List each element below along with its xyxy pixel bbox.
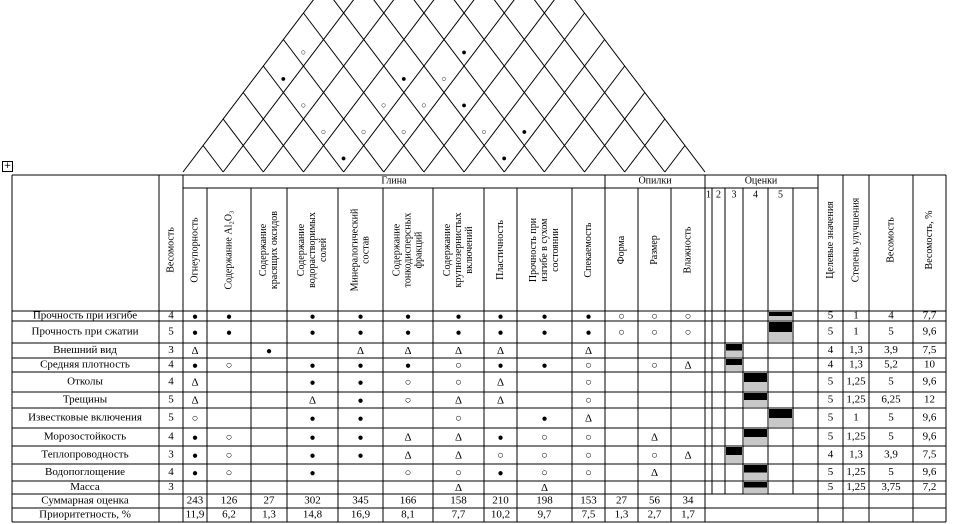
- correlation-mark: ●: [501, 152, 507, 163]
- relation-mark: Δ: [684, 359, 692, 372]
- relation-mark: ○: [497, 449, 504, 462]
- rating-bar-grey: [744, 473, 767, 481]
- column-header-text: тонкодисперсных: [402, 212, 414, 288]
- column-header-text: включений: [463, 226, 475, 274]
- correlation-mark: ○: [441, 73, 447, 84]
- rating-bar-4: [744, 482, 767, 488]
- row-name: Прочность при изгибе: [32, 309, 138, 322]
- relation-mark: Δ: [584, 412, 593, 425]
- right-value: 5: [827, 430, 834, 443]
- row-weight: 3: [168, 448, 174, 461]
- rating-bar-grey: [744, 382, 767, 391]
- row-name: Известковые включения: [28, 411, 142, 424]
- column-header-text: Форма: [615, 235, 627, 265]
- column-header-text: красящих оксидов: [268, 210, 280, 290]
- rating-bar-grey: [726, 455, 742, 463]
- priority-value: 8,1: [401, 508, 415, 521]
- right-value: 12: [924, 393, 935, 406]
- relation-mark: ○: [651, 310, 658, 323]
- relation-mark: ●: [541, 311, 548, 323]
- right-value: 3,75: [881, 481, 901, 494]
- column-header-7: [442, 212, 475, 287]
- relation-mark: ○: [618, 310, 625, 323]
- relation-mark: ○: [585, 359, 592, 372]
- relation-mark: ○: [585, 449, 592, 462]
- correlation-mark: ○: [421, 99, 427, 110]
- right-header-3: Весомость: [885, 217, 897, 263]
- row-weight: 4: [168, 309, 174, 322]
- right-value: 5,2: [884, 358, 898, 371]
- row-name: Теплопроводность: [41, 448, 129, 461]
- relation-mark: ●: [357, 327, 364, 339]
- right-value: 10: [924, 358, 935, 371]
- right-value: 1,3: [849, 344, 863, 357]
- correlation-mark: ●: [521, 126, 528, 137]
- right-value: 4: [888, 309, 894, 322]
- column-header-text: Прочность при: [527, 217, 539, 283]
- relation-mark: ●: [585, 327, 592, 339]
- rating-bar-grey: [744, 488, 767, 494]
- relation-mark: ○: [541, 467, 548, 480]
- right-value: 9,6: [922, 411, 937, 424]
- column-header-text: состав: [360, 236, 372, 264]
- right-value: 1,3: [849, 448, 863, 461]
- total-value: 56: [649, 494, 660, 507]
- rating-bar-3: [726, 359, 742, 365]
- column-header-text: крупнозернистых: [452, 212, 464, 288]
- relation-mark: Δ: [191, 376, 199, 389]
- row-name: Отколы: [67, 375, 103, 388]
- relation-mark: ○: [684, 310, 692, 323]
- row-weight: 5: [168, 325, 174, 338]
- rating-label-2: 2: [716, 189, 721, 201]
- right-value: 1,25: [846, 430, 866, 443]
- relation-mark: ○: [191, 412, 199, 425]
- priority-value: 1,3: [262, 508, 276, 521]
- relation-mark: Δ: [540, 482, 549, 495]
- rating-bar-5: [769, 312, 792, 316]
- relation-mark: Δ: [191, 345, 199, 358]
- right-value: 7,5: [922, 344, 937, 357]
- rating-bar-grey: [769, 316, 792, 320]
- column-header-text: Содержание Al₂O₃: [223, 210, 235, 290]
- relation-mark: ●: [357, 413, 364, 425]
- right-value: 1: [853, 325, 859, 338]
- row-weight: 4: [168, 358, 174, 371]
- relation-mark: ●: [191, 467, 199, 479]
- rating-bar-grey: [726, 351, 742, 358]
- column-header-10: [583, 222, 594, 277]
- column-header-text: Содержание: [257, 223, 269, 277]
- relation-mark: ○: [225, 431, 233, 444]
- rating-label-3: 3: [731, 189, 737, 201]
- priority-value: 6,2: [222, 508, 236, 521]
- relation-mark: ●: [225, 327, 233, 339]
- rating-bar-4: [744, 373, 767, 382]
- right-value: 3,9: [884, 344, 898, 357]
- rating-bar-3: [726, 344, 742, 351]
- relation-mark: Δ: [191, 394, 199, 407]
- column-header-6: [391, 213, 424, 288]
- column-header-9: [528, 217, 561, 282]
- column-header-text: Содержание: [295, 223, 307, 277]
- correlation-mark: ○: [481, 126, 487, 137]
- total-value: 302: [304, 494, 321, 507]
- right-value: 4: [827, 448, 834, 461]
- relation-mark: Δ: [308, 394, 317, 407]
- priority-value: 14,8: [302, 508, 323, 521]
- right-value: 5: [827, 393, 834, 406]
- column-header-11: [616, 235, 627, 264]
- right-value: 5: [827, 481, 834, 494]
- column-header-4: [296, 212, 329, 288]
- column-header-text: Содержание: [441, 223, 453, 277]
- relation-mark: ○: [585, 467, 592, 480]
- relation-mark: ●: [309, 327, 316, 339]
- right-value: 5: [827, 466, 834, 479]
- relation-mark: Δ: [496, 376, 505, 389]
- relation-mark: ●: [309, 450, 316, 462]
- rating-bar-3: [726, 447, 742, 455]
- relation-mark: ○: [225, 449, 233, 462]
- relation-mark: ○: [225, 359, 233, 372]
- relation-mark: ○: [585, 376, 592, 389]
- priority-row-label: Приоритетность, %: [39, 508, 131, 521]
- table-move-handle[interactable]: +: [3, 161, 12, 171]
- right-value: 5: [827, 411, 834, 424]
- rating-bar-4: [744, 429, 767, 437]
- relation-mark: ●: [404, 327, 412, 339]
- relation-mark: ●: [585, 311, 592, 323]
- row-weight: 3: [168, 481, 174, 494]
- rating-bar-grey: [744, 437, 767, 445]
- column-header-text: водорастворимых: [306, 212, 318, 288]
- relation-mark: Δ: [684, 449, 692, 462]
- correlation-mark: ●: [461, 46, 467, 57]
- right-value: 7,7: [922, 309, 937, 322]
- total-value: 198: [536, 494, 553, 507]
- relation-mark: Δ: [454, 345, 463, 358]
- relation-mark: ●: [455, 327, 462, 339]
- row-name: Средняя плотность: [40, 358, 130, 371]
- relation-mark: Δ: [496, 394, 505, 407]
- relation-mark: ●: [309, 377, 316, 389]
- relation-mark: ○: [585, 431, 592, 444]
- relation-mark: ●: [191, 450, 199, 462]
- relation-mark: ●: [191, 327, 199, 339]
- column-header-text: изгибе в сухом: [538, 218, 550, 282]
- right-value: 5: [888, 325, 894, 338]
- relation-mark: Δ: [650, 431, 659, 444]
- column-header-text: Влажность: [682, 226, 694, 274]
- relation-mark: Δ: [404, 431, 412, 444]
- total-value: 345: [352, 494, 369, 507]
- priority-value: 7,5: [581, 508, 596, 521]
- right-value: 6,25: [881, 393, 901, 406]
- relation-mark: ●: [541, 360, 548, 372]
- relation-mark: Δ: [650, 467, 659, 480]
- relation-mark: ○: [404, 376, 412, 389]
- relation-mark: ●: [309, 311, 316, 323]
- right-value: 1: [853, 411, 859, 424]
- correlation-mark: ●: [461, 99, 467, 110]
- correlation-mark: ○: [300, 99, 307, 110]
- rating-bar-grey: [726, 365, 742, 371]
- total-value: 126: [220, 494, 238, 507]
- right-value: 5: [888, 411, 894, 424]
- relation-mark: ○: [404, 467, 412, 480]
- row-weight: 5: [168, 411, 174, 424]
- rating-bar-4: [744, 393, 767, 400]
- relation-mark: ●: [309, 432, 316, 444]
- column-header-text: солей: [317, 237, 329, 263]
- right-value: 9,6: [922, 325, 937, 338]
- relation-mark: Δ: [496, 345, 505, 358]
- relation-mark: ●: [541, 327, 548, 339]
- relation-mark: Δ: [404, 345, 412, 358]
- correlation-mark: ○: [401, 126, 407, 137]
- relation-mark: Δ: [454, 449, 463, 462]
- relation-mark: ●: [357, 432, 364, 444]
- row-weight: 5: [168, 393, 174, 406]
- right-value: 1,25: [846, 481, 866, 494]
- column-header-5: [349, 208, 371, 291]
- rating-bar-grey: [769, 332, 792, 342]
- relation-mark: ●: [497, 311, 504, 323]
- relation-mark: ○: [455, 412, 462, 425]
- row-name: Прочность при сжатии: [31, 325, 139, 338]
- rating-label-5: 5: [778, 189, 783, 201]
- priority-value: 9,7: [537, 508, 552, 521]
- right-value: 1: [853, 309, 859, 322]
- priority-value: 7,7: [451, 508, 466, 521]
- relation-mark: ●: [309, 360, 316, 372]
- right-value: 1,3: [849, 358, 863, 371]
- total-value: 27: [616, 494, 627, 507]
- rating-bar-5: [769, 322, 792, 332]
- total-value: 27: [263, 494, 275, 507]
- row-weight: 4: [168, 375, 174, 388]
- total-row-label: Суммарная оценка: [41, 494, 129, 507]
- relation-mark: ●: [497, 360, 504, 372]
- column-header-text: Огнеупорность: [189, 217, 201, 283]
- relation-mark: ○: [585, 394, 592, 407]
- relation-mark: ●: [497, 467, 504, 479]
- relation-mark: ●: [357, 377, 364, 389]
- right-value: 5: [888, 466, 894, 479]
- right-header-1: Целевые значения: [824, 201, 836, 279]
- row-weight: 3: [168, 344, 174, 357]
- priority-value: 2,7: [647, 508, 662, 521]
- column-header-text: Минералогический: [349, 208, 361, 292]
- right-value: 7,5: [922, 448, 937, 461]
- right-value: 7,2: [922, 481, 937, 494]
- relation-mark: Δ: [356, 345, 365, 358]
- relation-mark: ○: [651, 326, 658, 339]
- correlation-mark: ○: [381, 99, 387, 110]
- relation-mark: ●: [541, 413, 548, 425]
- total-value: 158: [450, 494, 467, 507]
- rating-bar-4: [744, 465, 767, 473]
- relation-mark: ○: [404, 394, 412, 407]
- right-header-2: Степень улучшения: [850, 197, 862, 283]
- relation-mark: ●: [497, 327, 504, 339]
- relation-mark: ●: [497, 432, 504, 444]
- relation-mark: ○: [684, 326, 692, 339]
- relation-mark: ○: [541, 431, 548, 444]
- right-value: 5: [888, 375, 894, 388]
- row-name: Морозостойкость: [43, 430, 127, 443]
- total-value: 243: [186, 494, 204, 507]
- relation-mark: ●: [357, 450, 364, 462]
- right-value: 4: [827, 358, 834, 371]
- relation-mark: ○: [541, 449, 548, 462]
- row-name: Масса: [70, 481, 100, 494]
- total-value: 166: [399, 494, 417, 507]
- group-ratings-label: Оценки: [744, 175, 778, 187]
- relation-mark: Δ: [584, 345, 593, 358]
- relation-mark: ●: [404, 311, 412, 323]
- total-value: 34: [682, 494, 694, 507]
- priority-value: 11,9: [185, 508, 205, 521]
- column-header-2: [223, 210, 234, 289]
- relation-mark: ○: [455, 467, 462, 480]
- relation-mark: ●: [404, 360, 412, 372]
- priority-value: 1,7: [681, 508, 695, 521]
- relation-mark: ●: [455, 311, 462, 323]
- right-value: 9,6: [922, 375, 937, 388]
- row-name: Трещины: [62, 393, 108, 406]
- correlation-mark: ●: [280, 73, 287, 84]
- row-weight: 4: [168, 466, 174, 479]
- row-name: Водопоглощение: [45, 466, 125, 479]
- right-value: 5: [827, 325, 834, 338]
- relation-mark: ●: [309, 413, 316, 425]
- total-value: 210: [492, 494, 509, 507]
- relation-mark: ●: [191, 432, 199, 444]
- right-value: 1,25: [846, 466, 866, 479]
- relation-mark: ●: [191, 311, 199, 323]
- group-clay-label: Глина: [381, 175, 407, 187]
- relation-mark: ●: [357, 311, 364, 323]
- column-header-13: [682, 226, 693, 273]
- rating-label-4: 4: [753, 189, 758, 201]
- relation-mark: ●: [309, 467, 316, 479]
- right-value: 1,25: [846, 393, 866, 406]
- right-value: 9,6: [922, 430, 937, 443]
- priority-value: 16,9: [350, 508, 371, 521]
- relation-mark: ○: [651, 359, 658, 372]
- right-value: 9,6: [922, 466, 937, 479]
- correlation-mark: ○: [300, 46, 307, 57]
- correlation-mark: ●: [401, 73, 407, 84]
- column-header-text: состоянии: [549, 228, 561, 272]
- relation-mark: ○: [618, 326, 625, 339]
- priority-value: 10,2: [490, 508, 511, 521]
- column-header-1: [189, 217, 200, 283]
- right-header-4: Весомость, %: [923, 210, 935, 270]
- relation-mark: ●: [265, 345, 273, 357]
- rating-bar-grey: [769, 418, 792, 427]
- column-header-text: Пластичность: [494, 220, 506, 280]
- column-header-8: [495, 220, 506, 280]
- correlation-mark: ○: [360, 126, 367, 137]
- right-value: 5: [827, 375, 834, 388]
- relation-mark: Δ: [454, 431, 463, 444]
- relation-mark: Δ: [454, 394, 463, 407]
- relation-mark: Δ: [404, 449, 412, 462]
- relation-mark: ●: [357, 395, 364, 407]
- row-name: Внешний вид: [53, 344, 117, 357]
- rating-label-1: 1: [706, 189, 711, 201]
- relation-mark: ●: [225, 311, 233, 323]
- relation-mark: ○: [225, 467, 233, 480]
- weight-header: Весомость: [165, 227, 177, 273]
- right-value: 1,25: [846, 375, 866, 388]
- right-value: 4: [827, 344, 834, 357]
- relation-mark: Δ: [454, 482, 463, 495]
- group-sawdust-label: Опилки: [638, 175, 672, 187]
- right-value: 5: [827, 309, 834, 322]
- correlation-mark: ○: [320, 126, 327, 137]
- priority-value: 1,3: [614, 508, 629, 521]
- column-header-12: [649, 235, 660, 265]
- relation-mark: ○: [651, 449, 658, 462]
- rating-bar-5: [769, 409, 792, 418]
- relation-mark: ○: [455, 359, 462, 372]
- right-value: 3,9: [884, 448, 898, 461]
- column-header-text: фракций: [413, 231, 425, 269]
- total-value: 153: [580, 494, 597, 507]
- column-header-text: Спекаемость: [582, 222, 594, 278]
- relation-mark: ●: [191, 360, 199, 372]
- relation-mark: ○: [455, 376, 462, 389]
- column-header-text: Размер: [648, 235, 660, 265]
- column-header-text: Содержание: [391, 223, 403, 277]
- right-value: 5: [888, 430, 894, 443]
- row-weight: 4: [168, 430, 174, 443]
- rating-bar-grey: [744, 400, 767, 407]
- correlation-mark: ●: [340, 152, 347, 163]
- relation-mark: ●: [357, 360, 364, 372]
- column-header-3: [258, 211, 280, 289]
